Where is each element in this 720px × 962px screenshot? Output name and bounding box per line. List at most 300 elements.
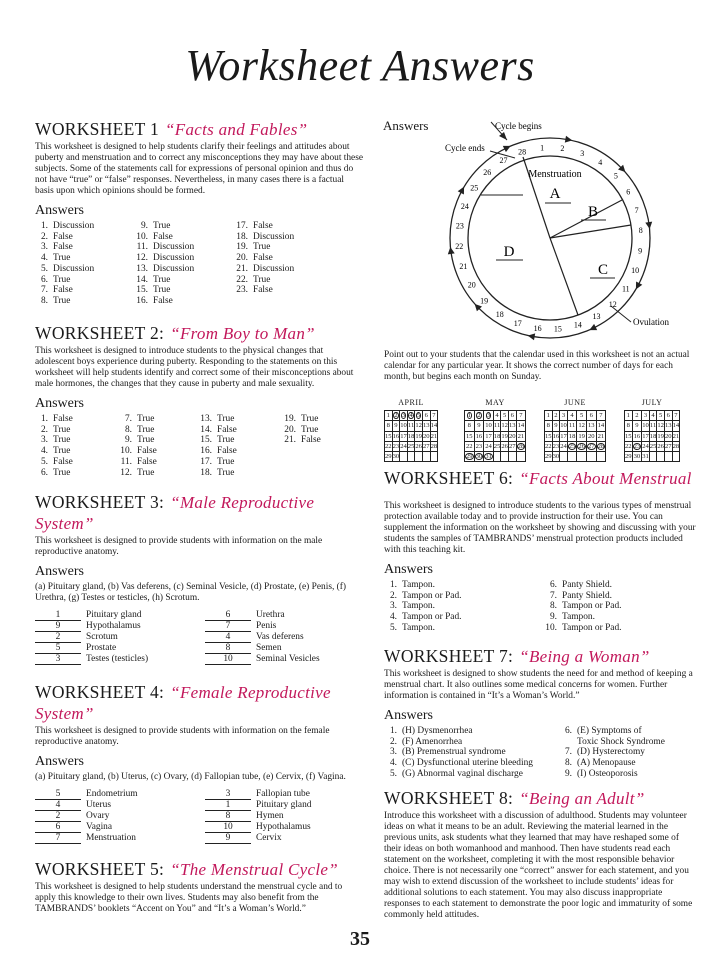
matching-column — [205, 789, 311, 844]
calendar-day: 27 — [664, 443, 672, 451]
answer-item — [135, 275, 194, 286]
matching-answer: 9 — [205, 833, 251, 844]
cycle-day-number: 12 — [608, 299, 617, 309]
cycle-day-number: 13 — [592, 312, 601, 322]
calendar-day: 3 — [642, 411, 650, 421]
answer-number: 1. — [389, 580, 397, 590]
answer-text: False — [301, 435, 321, 446]
matching-term: Scrotum — [86, 632, 118, 642]
answer-text: True — [153, 274, 171, 285]
calendar-day: 26 — [415, 443, 422, 451]
calendar-day: 1 — [545, 411, 553, 421]
answer-column — [199, 414, 237, 478]
calendar-day: 26 — [578, 443, 585, 451]
calendar-day — [649, 452, 657, 462]
answer-text: Tampon. — [402, 580, 435, 590]
worksheet-4-section — [35, 682, 365, 845]
calendar-day: 9 — [552, 421, 560, 431]
calendar-day — [560, 452, 568, 462]
matching-answer: 5 — [35, 643, 81, 654]
calendar-day — [567, 452, 577, 462]
calendar-day: 12 — [657, 422, 664, 430]
answer-number: 20. — [236, 253, 248, 264]
worksheet-3-description: This worksheet is designed to provide students with information on the male reproductive anatomy. — [35, 536, 323, 557]
answer-number: 3. — [40, 242, 48, 253]
answer-item — [544, 580, 622, 591]
answer-item — [35, 264, 94, 275]
calendar-day: 5 — [415, 411, 423, 421]
calendar-month — [624, 398, 680, 462]
calendar-day: 22 — [545, 443, 552, 451]
answer-number: 3. — [389, 601, 397, 612]
matching-answer: 3 — [35, 654, 81, 665]
left-column — [35, 119, 365, 921]
answer-item — [283, 425, 321, 436]
answer-text: False — [253, 221, 273, 231]
answer-text: True — [253, 242, 271, 253]
answer-item — [119, 435, 157, 446]
calendar-day: 17 — [642, 432, 649, 440]
calendar-day: 1 — [625, 411, 633, 421]
cycle-day-number: 14 — [573, 320, 582, 330]
answer-item — [119, 446, 157, 457]
answer-column — [384, 726, 533, 780]
matching-term: Pituitary gland — [86, 610, 142, 620]
answer-item — [559, 726, 665, 737]
answer-number: 7. — [124, 414, 132, 424]
answer-number: 2. — [389, 736, 397, 747]
calendar-day: 30 — [552, 453, 560, 461]
answer-text: True — [137, 467, 155, 478]
calendar-day: 20 — [508, 432, 516, 440]
answer-text: False — [53, 414, 73, 424]
answer-item — [384, 580, 462, 591]
matching-answer: 2 — [35, 632, 81, 643]
sector-c-label: C — [597, 262, 609, 278]
answer-number: 21. — [284, 435, 296, 446]
answer-text: (E) Symptoms of — [577, 726, 642, 736]
answer-item — [559, 747, 665, 758]
calendar-day: 25 — [493, 443, 501, 451]
answer-number: 4. — [40, 446, 48, 457]
answer-number: 5. — [389, 622, 397, 633]
answer-number: 3. — [389, 747, 397, 758]
answer-column — [559, 726, 665, 780]
calendar-day: 19 — [501, 432, 508, 440]
cycle-day-number: 20 — [467, 280, 476, 290]
matching-column — [35, 610, 148, 665]
calendar-day: 28 — [672, 443, 680, 451]
calendar-day: 18 — [407, 432, 415, 440]
calendar-day: 14 — [597, 422, 605, 430]
answer-number: 9. — [140, 221, 148, 231]
cycle-day-number: 28 — [518, 147, 527, 157]
calendar-day: 11 — [493, 422, 501, 430]
calendar-day: 6 — [422, 411, 430, 421]
matching-row — [35, 643, 148, 654]
answer-number: 5. — [389, 768, 397, 779]
calendar-day: 17 — [485, 432, 492, 440]
answer-number: 17. — [200, 456, 212, 467]
answer-item — [35, 221, 94, 232]
cycle-day-number: 8 — [638, 226, 643, 236]
calendar-day: 7 — [596, 411, 606, 421]
calendar-month — [544, 398, 606, 462]
answer-text: True — [153, 221, 171, 231]
answer-text: False — [253, 285, 273, 296]
calendar-day: 22 — [385, 443, 392, 451]
answer-item — [135, 221, 194, 232]
worksheet-4-parts: (a) Pituitary gland, (b) Uterus, (c) Ovary, (d) Fallopian tube, (e) Cervix, (f) Vagina. — [35, 772, 346, 782]
matching-row — [205, 621, 320, 632]
answer-item — [199, 446, 237, 457]
answer-text: True — [53, 467, 71, 478]
worksheet-8-section — [384, 788, 696, 921]
matching-row — [205, 800, 311, 811]
answer-item — [35, 232, 94, 243]
sector-d-label: D — [503, 244, 515, 260]
worksheet-1-subtitle: “Facts and Fables” — [165, 120, 308, 139]
matching-row — [205, 643, 320, 654]
calendar-day: 14 — [672, 422, 680, 430]
sector-a-label: A — [549, 186, 561, 202]
calendar-day: 3 — [400, 411, 408, 421]
answer-item — [235, 264, 294, 275]
answer-text: False — [217, 424, 237, 435]
answer-item — [559, 769, 665, 780]
matching-answer: 10 — [205, 654, 251, 665]
answer-number: 23. — [236, 285, 248, 296]
matching-row — [35, 632, 148, 643]
calendar-day: 30 — [392, 453, 400, 461]
worksheet-3-matching — [35, 610, 365, 666]
arrow-icon — [499, 132, 507, 140]
matching-row — [35, 789, 138, 800]
matching-term: Hymen — [256, 811, 284, 821]
answer-number: 8. — [564, 758, 572, 769]
answer-number: 1. — [389, 726, 397, 736]
calendar-day: 29 — [625, 453, 632, 461]
calendar-day — [422, 452, 430, 462]
answer-text: True — [153, 285, 171, 296]
matching-row — [35, 833, 138, 844]
answer-number: 5. — [40, 263, 48, 274]
worksheet-5-subtitle: “The Menstrual Cycle” — [170, 860, 338, 879]
matching-column — [35, 789, 138, 844]
answer-text: Discussion — [153, 263, 195, 274]
calendar-day: 29 — [545, 453, 552, 461]
calendar-day: 7 — [516, 411, 526, 421]
answer-column — [384, 580, 462, 634]
answer-item — [384, 737, 533, 748]
worksheet-4-matching — [35, 789, 365, 845]
worksheet-1-section — [35, 119, 365, 309]
cycle-day-number: 23 — [455, 221, 464, 231]
calendar-day: 8 — [545, 421, 553, 431]
cycle-day-number: 17 — [513, 319, 522, 329]
worksheet-8-description: Introduce this worksheet with a discussion of adulthood. Students may volunteer ideas on what it means to be an adult. Reviewing the material learned in the previous units, ask students what they learned that may have reshaped some of their ideas on both womanhood and manhood. Then have students read each statement on the worksheet, completing it with the most responsible behavior choice. There is not necessarily one “correct” answer for each statement, and you may wish to extend discussion of the worksheet to include students’ ideas for additional solutions to each statement. You may also discuss inappropriate responses to each statement to demonstrate the poor logic and immaturity of some commonly held attitudes. — [384, 811, 693, 920]
matching-term: Seminal Vesicles — [256, 654, 320, 664]
cycle-begins-label: Cycle begins — [495, 121, 542, 131]
calendar-day — [415, 452, 423, 462]
worksheet-2-description: This worksheet is designed to introduce students to the physical changes that adolescent boys experience during puberty. Responding to the statements on this worksheet will help students identify and correct some of their misconceptions about male hormones, the changes that they cause in puberty and male sexuality. — [35, 346, 354, 389]
calendar-day: 10 — [642, 422, 649, 430]
answer-number: 2. — [40, 424, 48, 435]
cycle-day-number: 10 — [631, 266, 640, 276]
answer-text: Discussion — [253, 263, 295, 274]
answer-item — [544, 591, 622, 602]
cycle-day-number: 21 — [459, 261, 468, 271]
calendar-day: 7 — [430, 411, 438, 421]
matching-answer: 1 — [35, 610, 81, 621]
calendar-day: 24 — [560, 443, 567, 451]
answer-item — [235, 242, 294, 253]
cycle-day-number: 24 — [460, 201, 469, 211]
calendar-day: 17 — [560, 432, 567, 440]
answer-item — [384, 747, 533, 758]
answer-column — [135, 221, 194, 307]
worksheet-5-description: This worksheet is designed to help students understand the menstrual cycle and to apply this knowledge to their own lives. Students may also benefit from the TAMBRANDS’ booklets “Accent on You” and “It’s a Woman’s World.” — [35, 882, 343, 914]
calendar-day: 16 — [552, 432, 560, 440]
answer-text: True — [253, 274, 271, 285]
answer-number: 6. — [564, 726, 572, 736]
answer-number: 6. — [40, 467, 48, 478]
calendar-day: 4 — [493, 411, 501, 421]
calendar-day: 16 — [633, 432, 641, 440]
answer-column — [119, 414, 157, 478]
answer-item — [135, 296, 194, 307]
answer-number: 5. — [40, 456, 48, 467]
calendar-month — [464, 398, 526, 462]
answer-item — [384, 623, 462, 634]
answer-item — [384, 591, 462, 602]
worksheet-8-subtitle: “Being an Adult” — [519, 789, 645, 808]
matching-column — [205, 610, 320, 665]
answer-text: True — [301, 424, 319, 435]
answer-number: 10. — [545, 622, 557, 633]
calendar-day: 3 — [560, 411, 568, 421]
answer-number: 3. — [40, 435, 48, 446]
calendar-day: 9 — [474, 421, 484, 431]
answer-text: True — [53, 446, 71, 457]
answer-number: 14. — [136, 274, 148, 285]
calendar-day: 11 — [568, 422, 576, 430]
worksheet-5-heading: WORKSHEET 5: — [35, 859, 165, 879]
matching-answer: 4 — [35, 800, 81, 811]
calendar-day: 1 — [465, 411, 475, 421]
answer-number: 7. — [564, 747, 572, 758]
calendar-day: 20 — [587, 432, 595, 440]
calendar-day: 25 — [568, 443, 576, 451]
matching-answer: 8 — [205, 811, 251, 822]
calendar-day — [664, 452, 672, 462]
cycle-day-number: 6 — [626, 187, 631, 197]
answer-number: 4. — [389, 758, 397, 769]
ring-arrow-icon — [448, 247, 455, 254]
answer-item — [235, 253, 294, 264]
calendar-day: 20 — [422, 432, 430, 440]
answer-column — [35, 414, 73, 478]
calendar-day: 9 — [632, 421, 642, 431]
answer-text: True — [217, 414, 235, 424]
cycle-day-number: 9 — [638, 246, 643, 256]
calendar-day: 4 — [567, 411, 577, 421]
matching-term: Pituitary gland — [256, 800, 312, 810]
calendar-month-name: MAY — [485, 398, 505, 407]
calendar-day: 8 — [385, 421, 393, 431]
answer-number: 4. — [389, 612, 397, 623]
matching-term: Testes (testicles) — [86, 654, 149, 664]
cycle-day-number: 26 — [483, 168, 492, 178]
answer-number: 18. — [236, 231, 248, 242]
cycle-answers-label: Answers — [383, 118, 429, 133]
answer-item — [384, 769, 533, 780]
answer-item — [544, 601, 622, 612]
answer-item — [35, 435, 73, 446]
answer-number: 1. — [40, 221, 48, 231]
calendar-day: 21 — [597, 432, 605, 440]
cycle-day-number: 2 — [560, 143, 565, 153]
calendar-day: 18 — [568, 432, 576, 440]
answer-number: 19. — [236, 242, 248, 253]
answer-text: Discussion — [153, 253, 195, 264]
matching-row — [205, 654, 320, 665]
calendar-day: 21 — [430, 432, 438, 440]
answer-item — [384, 601, 462, 612]
page-number: 35 — [350, 928, 370, 950]
answer-item — [35, 296, 94, 307]
matching-answer: 6 — [35, 822, 81, 833]
answer-item — [135, 253, 194, 264]
calendar-day: 19 — [415, 432, 422, 440]
answer-number: 15. — [136, 285, 148, 296]
ovulation-label: Ovulation — [633, 317, 669, 327]
matching-answer: 6 — [205, 610, 251, 621]
answer-item — [384, 726, 533, 737]
cycle-ends-label: Cycle ends — [445, 143, 485, 153]
answer-text: True — [217, 456, 235, 467]
answer-number: 21. — [236, 263, 248, 274]
calendar-day: 6 — [664, 411, 672, 421]
matching-term: Penis — [256, 621, 277, 631]
cycle-diagram-section — [383, 118, 693, 348]
answer-item — [35, 425, 73, 436]
matching-term: Hypothalamus — [256, 822, 311, 832]
worksheet-4-answers-label: Answers — [35, 754, 84, 769]
matching-row — [205, 822, 311, 833]
matching-term: Urethra — [256, 610, 285, 620]
answer-text: (C) Dysfunctional uterine bleeding — [402, 758, 533, 769]
answer-number: 16. — [200, 446, 212, 457]
calendar-day: 8 — [465, 421, 475, 431]
answer-number: 8. — [549, 601, 557, 612]
answer-text: Discussion — [53, 263, 95, 274]
cycle-day-number: 15 — [553, 324, 562, 334]
calendar-day: 12 — [501, 422, 508, 430]
calendar-day: 3 — [484, 411, 494, 421]
answer-column — [35, 221, 94, 307]
calendar-grid — [624, 410, 680, 462]
answer-text: Tampon or Pad. — [562, 601, 622, 612]
calendar-day: 29 — [466, 453, 473, 461]
answer-item — [384, 758, 533, 769]
calendar-day: 8 — [625, 421, 633, 431]
calendar-day: 2 — [392, 411, 400, 421]
answer-text: True — [53, 424, 71, 435]
answer-text: Discussion — [253, 231, 295, 242]
answer-item — [235, 232, 294, 243]
calendar-day: 6 — [508, 411, 516, 421]
answer-number: 8. — [40, 295, 48, 306]
calendar-day: 4 — [407, 411, 415, 421]
matching-row — [205, 811, 311, 822]
answer-text: (F) Amenorrhea — [402, 736, 463, 747]
calendar-day: 25 — [407, 443, 415, 451]
calendar-day — [596, 452, 606, 462]
calendar-day: 12 — [578, 422, 585, 430]
cycle-day-number: 7 — [634, 206, 639, 216]
answer-text: True — [137, 414, 155, 424]
calendar-day: 27 — [422, 443, 430, 451]
matching-term: Menstruation — [86, 833, 136, 843]
answer-item — [119, 425, 157, 436]
matching-term: Ovary — [86, 811, 110, 821]
sector-line — [550, 238, 578, 315]
calendar-day: 1 — [385, 411, 393, 421]
answer-item — [35, 253, 94, 264]
calendar-day: 13 — [508, 422, 516, 430]
calendar-day: 10 — [400, 422, 407, 430]
calendar-day: 14 — [430, 422, 438, 430]
answer-number: 11. — [120, 456, 132, 467]
calendar-day: 27 — [508, 443, 516, 451]
calendar-day: 29 — [385, 453, 392, 461]
calendar-day: 20 — [664, 432, 672, 440]
matching-row — [35, 811, 138, 822]
answer-item — [35, 414, 73, 425]
answer-text: Tampon or Pad. — [402, 612, 462, 623]
calendar-month — [384, 398, 438, 462]
matching-answer: 5 — [35, 789, 81, 800]
worksheet-6-heading: WORKSHEET 6: — [384, 468, 514, 488]
answer-text: (A) Menopause — [577, 758, 636, 769]
calendar-day: 2 — [552, 411, 560, 421]
answer-item — [283, 435, 321, 446]
cycle-day-number: 5 — [613, 171, 618, 181]
calendar-day: 21 — [517, 432, 525, 440]
matching-row — [205, 632, 320, 643]
worksheet-1-answers-label: Answers — [35, 203, 84, 218]
answer-text: Tampon or Pad. — [562, 622, 622, 633]
answer-text: False — [153, 231, 173, 242]
answer-number: 7. — [40, 285, 48, 296]
calendar-day: 19 — [657, 432, 664, 440]
answer-text: (H) Dysmenorrhea — [402, 726, 473, 736]
answer-item — [35, 446, 73, 457]
calendar-day: 5 — [577, 411, 587, 421]
answer-item — [35, 242, 94, 253]
right-column — [384, 468, 696, 927]
answer-text: (B) Premenstrual syndrome — [402, 747, 506, 758]
answer-text: (G) Abnormal vaginal discharge — [402, 768, 523, 779]
calendar-day: 11 — [649, 422, 657, 430]
answer-text: (D) Hysterectomy — [577, 747, 645, 758]
answer-text: True — [137, 435, 155, 446]
calendar-day: 5 — [501, 411, 509, 421]
answer-text: True — [217, 435, 235, 446]
calendar-day — [577, 452, 587, 462]
matching-row — [35, 621, 148, 632]
